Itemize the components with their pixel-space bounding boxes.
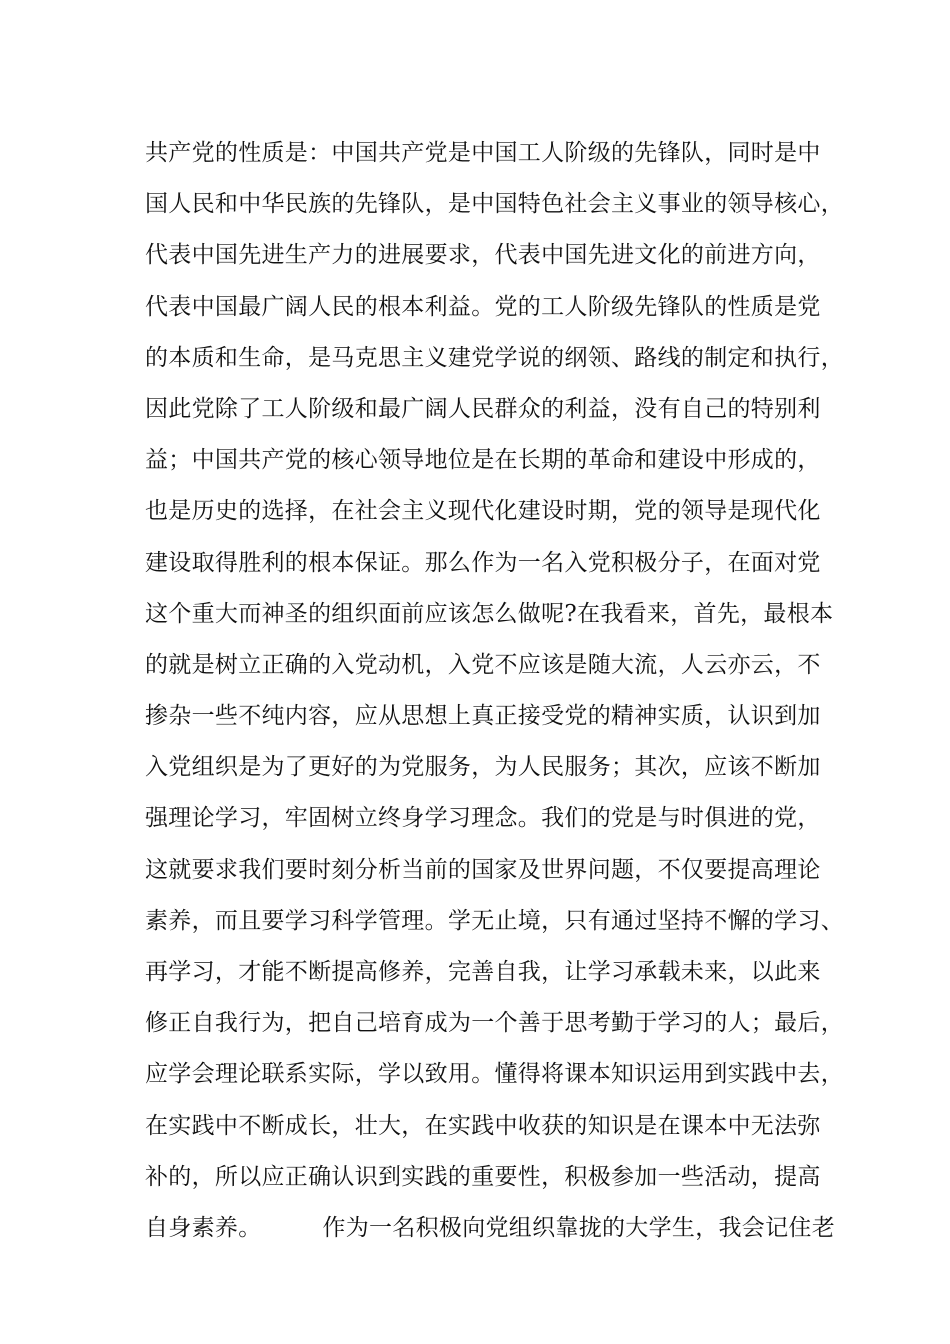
text-line: 共产党的性质是：中国共产党是中国工人阶级的先锋队，同时是中 xyxy=(145,140,821,166)
text-line: 掺杂一些不纯内容，应从思想上真正接受党的精神实质，认识到加 xyxy=(145,703,821,730)
text-line: 再学习，才能不断提高修养，完善自我，让学习承载未来，以此来 xyxy=(145,959,821,985)
text-line: 代表中国最广阔人民的根本利益。党的工人阶级先锋队的性质是党 xyxy=(145,293,821,320)
text-line: 修正自我行为，把自己培育成为一个善于思考勤于学习的人；最后， xyxy=(145,1010,844,1037)
text-line: 建设取得胜利的根本保证。那么作为一名入党积极分子，在面对党 xyxy=(145,549,821,576)
text-line: 代表中国先进生产力的进展要求，代表中国先进文化的前进方向， xyxy=(145,242,821,269)
text-line: 也是历史的选择，在社会主义现代化建设时期，党的领导是现代化 xyxy=(145,498,821,525)
text-line: 素养，而且要学习科学管理。学无止境，只有通过坚持不懈的学习、 xyxy=(145,907,844,934)
text-line: 补的，所以应正确认识到实践的重要性，积极参加一些活动，提高 xyxy=(145,1163,821,1190)
text-line: 应学会理论联系实际，学以致用。懂得将课本知识运用到实践中去， xyxy=(145,1061,844,1088)
text-line: 的就是树立正确的入党动机，入党不应该是随大流，人云亦云，不 xyxy=(145,651,821,678)
text-line: 强理论学习，牢固树立终身学习理念。我们的党是与时俱进的党， xyxy=(145,805,821,832)
text-line: 入党组织是为了更好的为党服务，为人民服务；其次，应该不断加 xyxy=(145,754,821,781)
text-line: 的本质和生命，是马克思主义建党学说的纲领、路线的制定和执行， xyxy=(145,344,844,371)
text-line: 这个重大而神圣的组织面前应该怎么做呢?在我看来，首先，最根本 xyxy=(145,600,834,627)
text-line: 因此党除了工人阶级和最广阔人民群众的利益，没有自己的特别利 xyxy=(145,395,821,422)
text-line: 国人民和中华民族的先锋队，是中国特色社会主义事业的领导核心， xyxy=(145,191,844,218)
body-text xyxy=(145,131,845,1257)
text-line: 这就要求我们要时刻分析当前的国家及世界问题，不仅要提高理论 xyxy=(145,856,821,883)
text-line: 在实践中不断成长，壮大，在实践中收获的知识是在课本中无法弥 xyxy=(145,1112,821,1139)
text-line: 自身素养。 作为一名积极向党组织靠拢的大学生，我会记住老 xyxy=(145,1214,835,1241)
text-line: 益；中国共产党的核心领导地位是在长期的革命和建设中形成的， xyxy=(145,447,821,474)
